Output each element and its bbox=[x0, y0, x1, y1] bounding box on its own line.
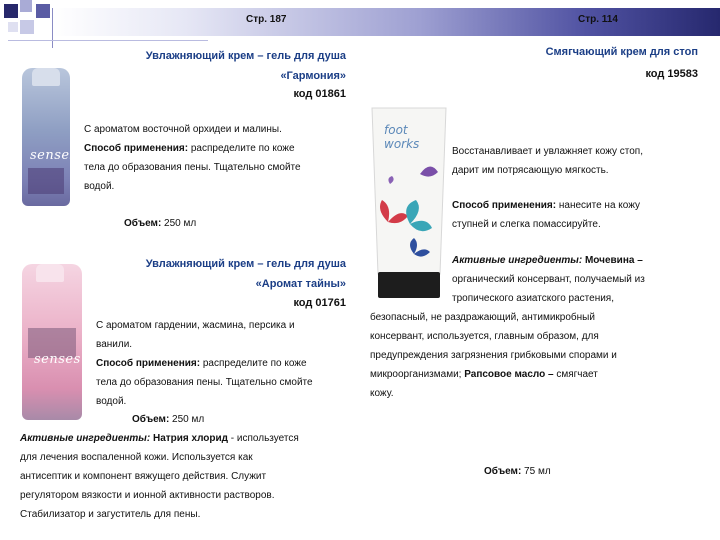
product2-description-line1: С ароматом гардении, жасмина, персика и bbox=[96, 320, 295, 331]
product3-description-line2: дарит им потрясающую мягкость. bbox=[452, 165, 609, 176]
header-bar bbox=[52, 8, 720, 36]
product2-bottle-image bbox=[22, 264, 82, 420]
product3-title: Смягчающий крем для стоп bbox=[545, 46, 698, 58]
product2-bottle-label: senses bbox=[34, 352, 81, 367]
product1-usage-line2: тела до образования пены. Тщательно смойте bbox=[84, 162, 301, 173]
bottle-cap bbox=[32, 68, 60, 86]
product1-usage-line3: водой. bbox=[84, 181, 115, 192]
product3-ingredients-line1: органический консервант, получаемый из bbox=[452, 274, 645, 285]
product1-title-line2: «Гармония» bbox=[280, 70, 346, 82]
product2-volume bbox=[132, 410, 204, 429]
product3-volume bbox=[484, 462, 551, 481]
product2-usage-line3: водой. bbox=[96, 396, 127, 407]
product3-ingredients-line2: тропического азиатского растения, bbox=[452, 293, 614, 304]
product2-usage-text: распределите по коже bbox=[200, 358, 307, 369]
product1-usage-label: Способ применения: bbox=[84, 143, 189, 154]
product1-usage-line1 bbox=[84, 139, 295, 158]
product1-title-line1: Увлажняющий крем – гель для душа bbox=[145, 50, 346, 62]
product2-code: код 01761 bbox=[293, 297, 346, 309]
product2-ingredients-line1 bbox=[20, 429, 299, 448]
page-ref-left: Стр. 187 bbox=[246, 14, 287, 25]
product3-tube-image bbox=[370, 104, 448, 300]
product3-volume-label: Объем: bbox=[484, 466, 522, 477]
product3-ingredients-line3: безопасный, не раздражающий, антимикробный bbox=[370, 312, 595, 323]
bottle-band bbox=[28, 168, 64, 194]
corner-square-mid bbox=[36, 4, 50, 18]
product1-volume-label: Объем: bbox=[124, 218, 162, 229]
tube-label-line2: works bbox=[384, 137, 420, 151]
product1-volume bbox=[124, 214, 196, 233]
product3-ingredients-name: Мочевина – bbox=[582, 255, 643, 266]
product3-usage-line1 bbox=[452, 196, 640, 215]
header-divider-vertical bbox=[52, 8, 53, 48]
product3-usage-label: Способ применения: bbox=[452, 200, 557, 211]
tube-label-line1: foot bbox=[384, 123, 408, 137]
product2-ingredients-line4: регулятором вязкости и ионной активности растворов. bbox=[20, 490, 275, 501]
corner-square-dark bbox=[4, 4, 18, 18]
product2-ingredients-line5: Стабилизатор и загуститель для пены. bbox=[20, 509, 201, 520]
product3-description-line1: Восстанавливает и увлажняет кожу стоп, bbox=[452, 146, 643, 157]
product3-usage-line2: ступней и слегка помассируйте. bbox=[452, 219, 601, 230]
product2-ingredients-text: - используется bbox=[228, 433, 299, 444]
product1-description: С ароматом восточной орхидеи и малины. bbox=[84, 124, 282, 135]
corner-square-faint bbox=[8, 22, 18, 32]
product2-usage-label: Способ применения: bbox=[96, 358, 201, 369]
product2-volume-label: Объем: bbox=[132, 414, 170, 425]
page-ref-right: Стр. 114 bbox=[578, 14, 618, 25]
product3-code: код 19583 bbox=[645, 68, 698, 80]
product3-ingredients-line6 bbox=[370, 365, 598, 384]
product3-ingredients-line6a: микроорганизмами; bbox=[370, 369, 465, 380]
corner-square-light bbox=[20, 0, 32, 12]
product3-usage-text: нанесите на кожу bbox=[556, 200, 641, 211]
product2-volume-value: 250 мл bbox=[169, 414, 205, 425]
product3-volume-value: 75 мл bbox=[521, 466, 551, 477]
bottle-cap bbox=[36, 264, 64, 282]
product2-ingredients-name: Натрия хлорид bbox=[150, 433, 229, 444]
product3-ingredients-oil: Рапсовое масло – bbox=[464, 369, 554, 380]
product1-bottle-image bbox=[22, 68, 77, 206]
product3-ingredients-line6b: смягчает bbox=[553, 369, 598, 380]
product2-ingredients-line2: для лечения воспаленной кожи. Используется как bbox=[20, 452, 253, 463]
product2-ingredients-line3: антисептик и компонент вяжущего действия. Служит bbox=[20, 471, 267, 482]
product3-ingredients-line0 bbox=[452, 251, 643, 270]
product3-ingredients-label: Активные ингредиенты: bbox=[452, 255, 583, 266]
product3-ingredients-line5: предупреждения загрязнения грибковыми спорами и bbox=[370, 350, 617, 361]
product2-description-line2: ванили. bbox=[96, 339, 133, 350]
product2-usage-line2: тела до образования пены. Тщательно смойте bbox=[96, 377, 313, 388]
header-divider-horizontal bbox=[8, 40, 208, 41]
product2-title-line1: Увлажняющий крем – гель для душа bbox=[145, 258, 346, 270]
corner-square-pale bbox=[20, 20, 34, 34]
product3-ingredients-line4: консервант, используется, главным образом, для bbox=[370, 331, 599, 342]
product2-ingredients-label: Активные ингредиенты: bbox=[20, 433, 151, 444]
product1-usage-text: распределите по коже bbox=[188, 143, 295, 154]
product1-code: код 01861 bbox=[293, 88, 346, 100]
product3-ingredients-line7: кожу. bbox=[370, 388, 394, 399]
product1-volume-value: 250 мл bbox=[161, 218, 197, 229]
product2-title-line2: «Аромат тайны» bbox=[255, 278, 346, 290]
product1-bottle-label: senses bbox=[30, 148, 77, 163]
product2-usage-line1 bbox=[96, 354, 307, 373]
